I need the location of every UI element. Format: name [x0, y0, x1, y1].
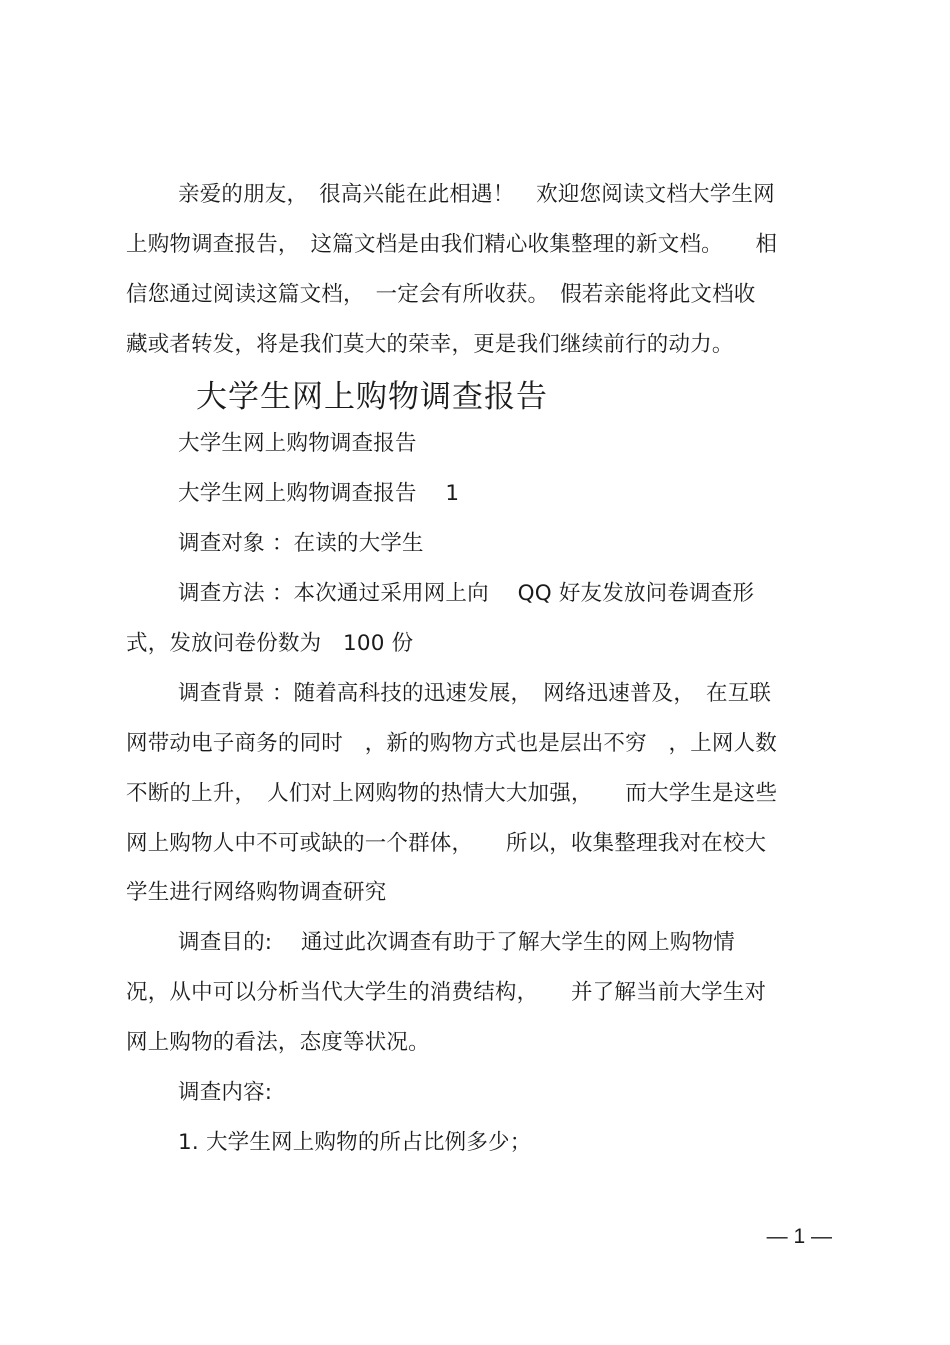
body-line-3: 调查对象 ：在读的大学生	[178, 531, 424, 556]
body-line-13: 网上购物的看法，态度等状况。	[126, 1030, 430, 1055]
body-line-1: 大学生网上购物调查报告	[178, 431, 417, 456]
body-line-12: 况，从中可以分析当代大学生的消费结构， 并了解当前大学生对	[126, 980, 767, 1005]
body-line-6: 调查背景 ：随着高科技的迅速发展， 网络迅速普及， 在互联	[178, 681, 772, 706]
body-line-4: 调查方法 ：本次通过采用网上向 QQ 好友发放问卷调查形	[178, 581, 755, 606]
body-line-9: 网上购物人中不可或缺的一个群体， 所以，收集整理我对在校大	[126, 831, 767, 856]
body-line-8: 不断的上升， 人们对上网购物的热情大大加强， 而大学生是这些	[126, 781, 778, 806]
document-title: 大学生网上购物调查报告	[196, 379, 548, 415]
body-line-15: 1. 大学生网上购物的所占比例多少；	[178, 1130, 532, 1155]
intro-line-1: 亲爱的朋友， 很高兴能在此相遇！ 欢迎您阅读文档大学生网	[178, 182, 775, 207]
intro-line-2: 上购物调查报告， 这篇文档是由我们精心收集整理的新文档。 相	[126, 232, 778, 257]
intro-line-4: 藏或者转发，将是我们莫大的荣幸，更是我们继续前行的动力。	[126, 332, 734, 357]
intro-line-3: 信您通过阅读这篇文档， 一定会有所收获。 假若亲能将此文档收	[126, 282, 756, 307]
body-line-11: 调查目的: 通过此次调查有助于了解大学生的网上购物情	[178, 930, 735, 955]
body-line-5: 式，发放问卷份数为 100 份	[126, 631, 414, 656]
body-line-10: 学生进行网络购物调查研究	[126, 880, 387, 905]
page-number: — 1 —	[766, 1225, 832, 1248]
body-line-2: 大学生网上购物调查报告 1	[178, 481, 460, 506]
body-line-14: 调查内容:	[178, 1080, 273, 1105]
body-line-7: 网带动电子商务的同时 ，新的购物方式也是层出不穷 ，上网人数	[126, 731, 778, 756]
